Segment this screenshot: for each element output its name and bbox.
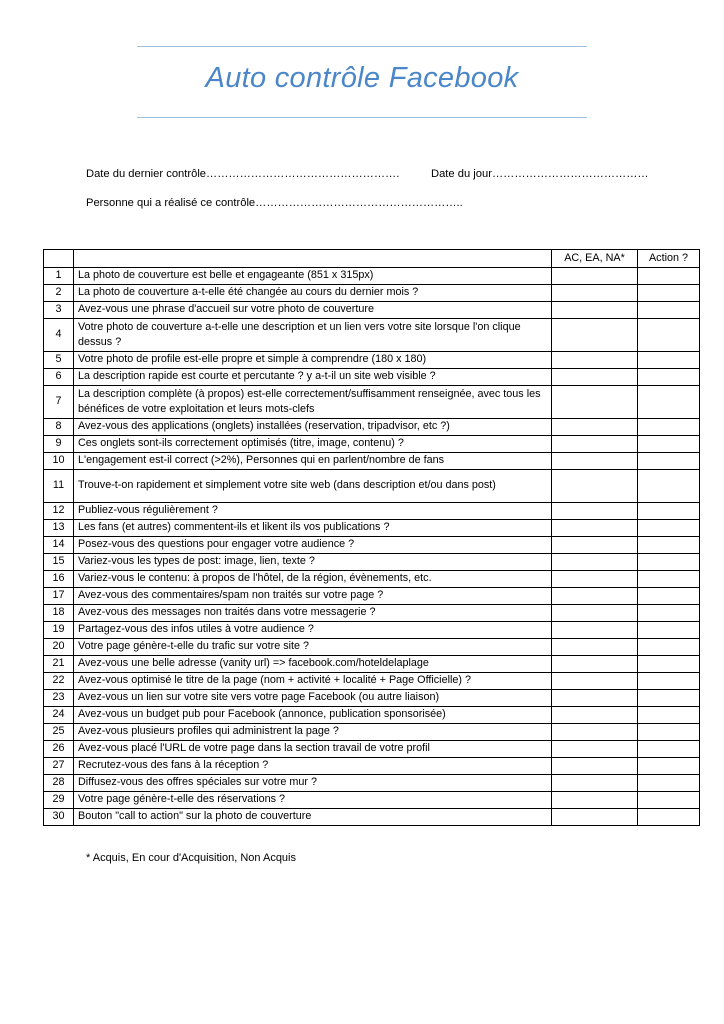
row-action-cell[interactable]: [638, 605, 700, 622]
row-question: Votre photo de profile est-elle propre et simple à comprendre (180 x 180): [74, 352, 552, 369]
header-action: Action ?: [638, 250, 700, 268]
row-number: 16: [44, 571, 74, 588]
today-date-field: Date du jour……………………………………: [431, 168, 649, 180]
table-row: [44, 758, 700, 775]
table-row: [44, 453, 700, 470]
row-question: Votre photo de couverture a-t-elle une description et un lien vers votre site lorsque l'on clique dessus ?: [74, 319, 552, 352]
row-action-cell[interactable]: [638, 809, 700, 826]
row-number: 20: [44, 639, 74, 656]
row-number: 7: [44, 386, 74, 419]
row-status-cell[interactable]: [552, 605, 638, 622]
row-action-cell[interactable]: [638, 386, 700, 419]
row-status-cell[interactable]: [552, 268, 638, 285]
row-action-cell[interactable]: [638, 537, 700, 554]
header-number: [44, 250, 74, 268]
row-status-cell[interactable]: [552, 520, 638, 537]
row-question: Variez-vous le contenu: à propos de l'hôtel, de la région, évènements, etc.: [74, 571, 552, 588]
row-action-cell[interactable]: [638, 758, 700, 775]
row-action-cell[interactable]: [638, 707, 700, 724]
row-action-cell[interactable]: [638, 588, 700, 605]
checklist-body: [44, 268, 700, 826]
row-action-cell[interactable]: [638, 622, 700, 639]
row-question: Partagez-vous des infos utiles à votre audience ?: [74, 622, 552, 639]
row-status-cell[interactable]: [552, 656, 638, 673]
row-status-cell[interactable]: [552, 419, 638, 436]
row-action-cell[interactable]: [638, 724, 700, 741]
row-question: Trouve-t-on rapidement et simplement votre site web (dans description et/ou dans post): [74, 470, 552, 503]
table-header-row: [44, 250, 700, 268]
row-number: 24: [44, 707, 74, 724]
row-action-cell[interactable]: [638, 453, 700, 470]
table-row: [44, 639, 700, 656]
row-question: Bouton "call to action" sur la photo de couverture: [74, 809, 552, 826]
row-question: Publiez-vous régulièrement ?: [74, 503, 552, 520]
row-question: Variez-vous les types de post: image, lien, texte ?: [74, 554, 552, 571]
table-row: [44, 622, 700, 639]
row-status-cell[interactable]: [552, 639, 638, 656]
table-row: [44, 503, 700, 520]
row-action-cell[interactable]: [638, 656, 700, 673]
row-number: 26: [44, 741, 74, 758]
row-number: 13: [44, 520, 74, 537]
row-status-cell[interactable]: [552, 436, 638, 453]
row-number: 14: [44, 537, 74, 554]
row-status-cell[interactable]: [552, 470, 638, 503]
row-question: Avez-vous plusieurs profiles qui administrent la page ?: [74, 724, 552, 741]
row-action-cell[interactable]: [638, 520, 700, 537]
row-question: Avez-vous des commentaires/spam non traités sur votre page ?: [74, 588, 552, 605]
title-bottom-rule: [137, 117, 587, 118]
row-action-cell[interactable]: [638, 741, 700, 758]
row-question: La photo de couverture a-t-elle été changée au cours du dernier mois ?: [74, 285, 552, 302]
row-number: 4: [44, 319, 74, 352]
table-row: [44, 319, 700, 352]
row-number: 11: [44, 470, 74, 503]
table-row: [44, 690, 700, 707]
row-action-cell[interactable]: [638, 268, 700, 285]
table-row: [44, 285, 700, 302]
table-row: [44, 352, 700, 369]
footnote: * Acquis, En cour d'Acquisition, Non Acquis: [86, 852, 296, 864]
row-action-cell[interactable]: [638, 419, 700, 436]
row-action-cell[interactable]: [638, 369, 700, 386]
row-status-cell[interactable]: [552, 690, 638, 707]
row-action-cell[interactable]: [638, 554, 700, 571]
table-row: [44, 656, 700, 673]
table-row: [44, 369, 700, 386]
row-number: 2: [44, 285, 74, 302]
row-number: 17: [44, 588, 74, 605]
row-action-cell[interactable]: [638, 639, 700, 656]
row-number: 19: [44, 622, 74, 639]
table-row: [44, 436, 700, 453]
row-status-cell[interactable]: [552, 537, 638, 554]
table-row: [44, 724, 700, 741]
row-action-cell[interactable]: [638, 436, 700, 453]
row-status-cell[interactable]: [552, 707, 638, 724]
row-number: 5: [44, 352, 74, 369]
table-row: [44, 588, 700, 605]
table-row: [44, 792, 700, 809]
row-number: 9: [44, 436, 74, 453]
row-action-cell[interactable]: [638, 792, 700, 809]
row-action-cell[interactable]: [638, 470, 700, 503]
row-status-cell[interactable]: [552, 554, 638, 571]
row-question: La description complète (à propos) est-elle correctement/suffisamment renseignée, avec tous les bénéfices de votre exploitation et leurs mots-clefs: [74, 386, 552, 419]
row-number: 3: [44, 302, 74, 319]
row-question: Les fans (et autres) commentent-ils et likent ils vos publications ?: [74, 520, 552, 537]
row-status-cell[interactable]: [552, 588, 638, 605]
table-row: [44, 707, 700, 724]
row-question: Posez-vous des questions pour engager votre audience ?: [74, 537, 552, 554]
row-number: 15: [44, 554, 74, 571]
row-action-cell[interactable]: [638, 775, 700, 792]
row-question: Avez-vous des messages non traités dans votre messagerie ?: [74, 605, 552, 622]
row-question: Ces onglets sont-ils correctement optimisés (titre, image, contenu) ?: [74, 436, 552, 453]
row-status-cell[interactable]: [552, 673, 638, 690]
table-row: [44, 386, 700, 419]
table-row: [44, 775, 700, 792]
table-row: [44, 673, 700, 690]
row-action-cell[interactable]: [638, 319, 700, 352]
page-title: Auto contrôle Facebook: [205, 62, 519, 94]
row-status-cell[interactable]: [552, 809, 638, 826]
row-question: Avez-vous une phrase d'accueil sur votre photo de couverture: [74, 302, 552, 319]
row-action-cell[interactable]: [638, 302, 700, 319]
row-question: L'engagement est-il correct (>2%), Personnes qui en parlent/nombre de fans: [74, 453, 552, 470]
row-question: Votre page génère-t-elle des réservations ?: [74, 792, 552, 809]
row-status-cell[interactable]: [552, 369, 638, 386]
row-action-cell[interactable]: [638, 571, 700, 588]
row-question: Avez-vous une belle adresse (vanity url) => facebook.com/hoteldelaplage: [74, 656, 552, 673]
row-status-cell[interactable]: [552, 285, 638, 302]
row-status-cell[interactable]: [552, 741, 638, 758]
row-question: Diffusez-vous des offres spéciales sur votre mur ?: [74, 775, 552, 792]
row-status-cell[interactable]: [552, 571, 638, 588]
row-action-cell[interactable]: [638, 503, 700, 520]
table-row: [44, 605, 700, 622]
row-status-cell[interactable]: [552, 352, 638, 369]
row-number: 18: [44, 605, 74, 622]
last-control-date-field: Date du dernier contrôle…………………………………………….: [86, 168, 400, 180]
row-status-cell[interactable]: [552, 775, 638, 792]
row-number: 8: [44, 419, 74, 436]
checklist-table: [43, 249, 700, 826]
row-status-cell[interactable]: [552, 792, 638, 809]
row-number: 28: [44, 775, 74, 792]
table-row: [44, 554, 700, 571]
row-action-cell[interactable]: [638, 352, 700, 369]
table-row: [44, 809, 700, 826]
table-row: [44, 268, 700, 285]
table-row: [44, 520, 700, 537]
row-question: Votre page génère-t-elle du trafic sur votre site ?: [74, 639, 552, 656]
row-number: 25: [44, 724, 74, 741]
row-number: 6: [44, 369, 74, 386]
table-row: [44, 419, 700, 436]
row-number: 21: [44, 656, 74, 673]
table-row: [44, 741, 700, 758]
row-number: 23: [44, 690, 74, 707]
row-question: Avez-vous un lien sur votre site vers votre page Facebook (ou autre liaison): [74, 690, 552, 707]
table-row: [44, 302, 700, 319]
row-action-cell[interactable]: [638, 690, 700, 707]
row-number: 1: [44, 268, 74, 285]
row-status-cell[interactable]: [552, 758, 638, 775]
row-status-cell[interactable]: [552, 302, 638, 319]
row-question: Recrutez-vous des fans à la réception ?: [74, 758, 552, 775]
table-row: [44, 537, 700, 554]
row-action-cell[interactable]: [638, 285, 700, 302]
table-row: [44, 571, 700, 588]
header-question: [74, 250, 552, 268]
row-status-cell[interactable]: [552, 622, 638, 639]
row-number: 29: [44, 792, 74, 809]
row-question: Avez-vous des applications (onglets) installées (reservation, tripadvisor, etc ?): [74, 419, 552, 436]
row-question: Avez-vous placé l'URL de votre page dans la section travail de votre profil: [74, 741, 552, 758]
row-status-cell[interactable]: [552, 319, 638, 352]
row-status-cell[interactable]: [552, 503, 638, 520]
table-row: [44, 470, 700, 503]
row-status-cell[interactable]: [552, 386, 638, 419]
row-number: 27: [44, 758, 74, 775]
row-action-cell[interactable]: [638, 673, 700, 690]
row-number: 22: [44, 673, 74, 690]
controller-person-field: Personne qui a réalisé ce contrôle………………………………………………..: [86, 197, 463, 209]
row-status-cell[interactable]: [552, 724, 638, 741]
row-question: La photo de couverture est belle et engageante (851 x 315px): [74, 268, 552, 285]
row-question: Avez-vous optimisé le titre de la page (nom + activité + localité + Page Officielle) ?: [74, 673, 552, 690]
header-status: AC, EA, NA*: [552, 250, 638, 268]
row-number: 30: [44, 809, 74, 826]
row-number: 12: [44, 503, 74, 520]
row-number: 10: [44, 453, 74, 470]
title-top-rule: [137, 46, 587, 47]
row-status-cell[interactable]: [552, 453, 638, 470]
row-question: La description rapide est courte et percutante ? y a-t-il un site web visible ?: [74, 369, 552, 386]
row-question: Avez-vous un budget pub pour Facebook (annonce, publication sponsorisée): [74, 707, 552, 724]
